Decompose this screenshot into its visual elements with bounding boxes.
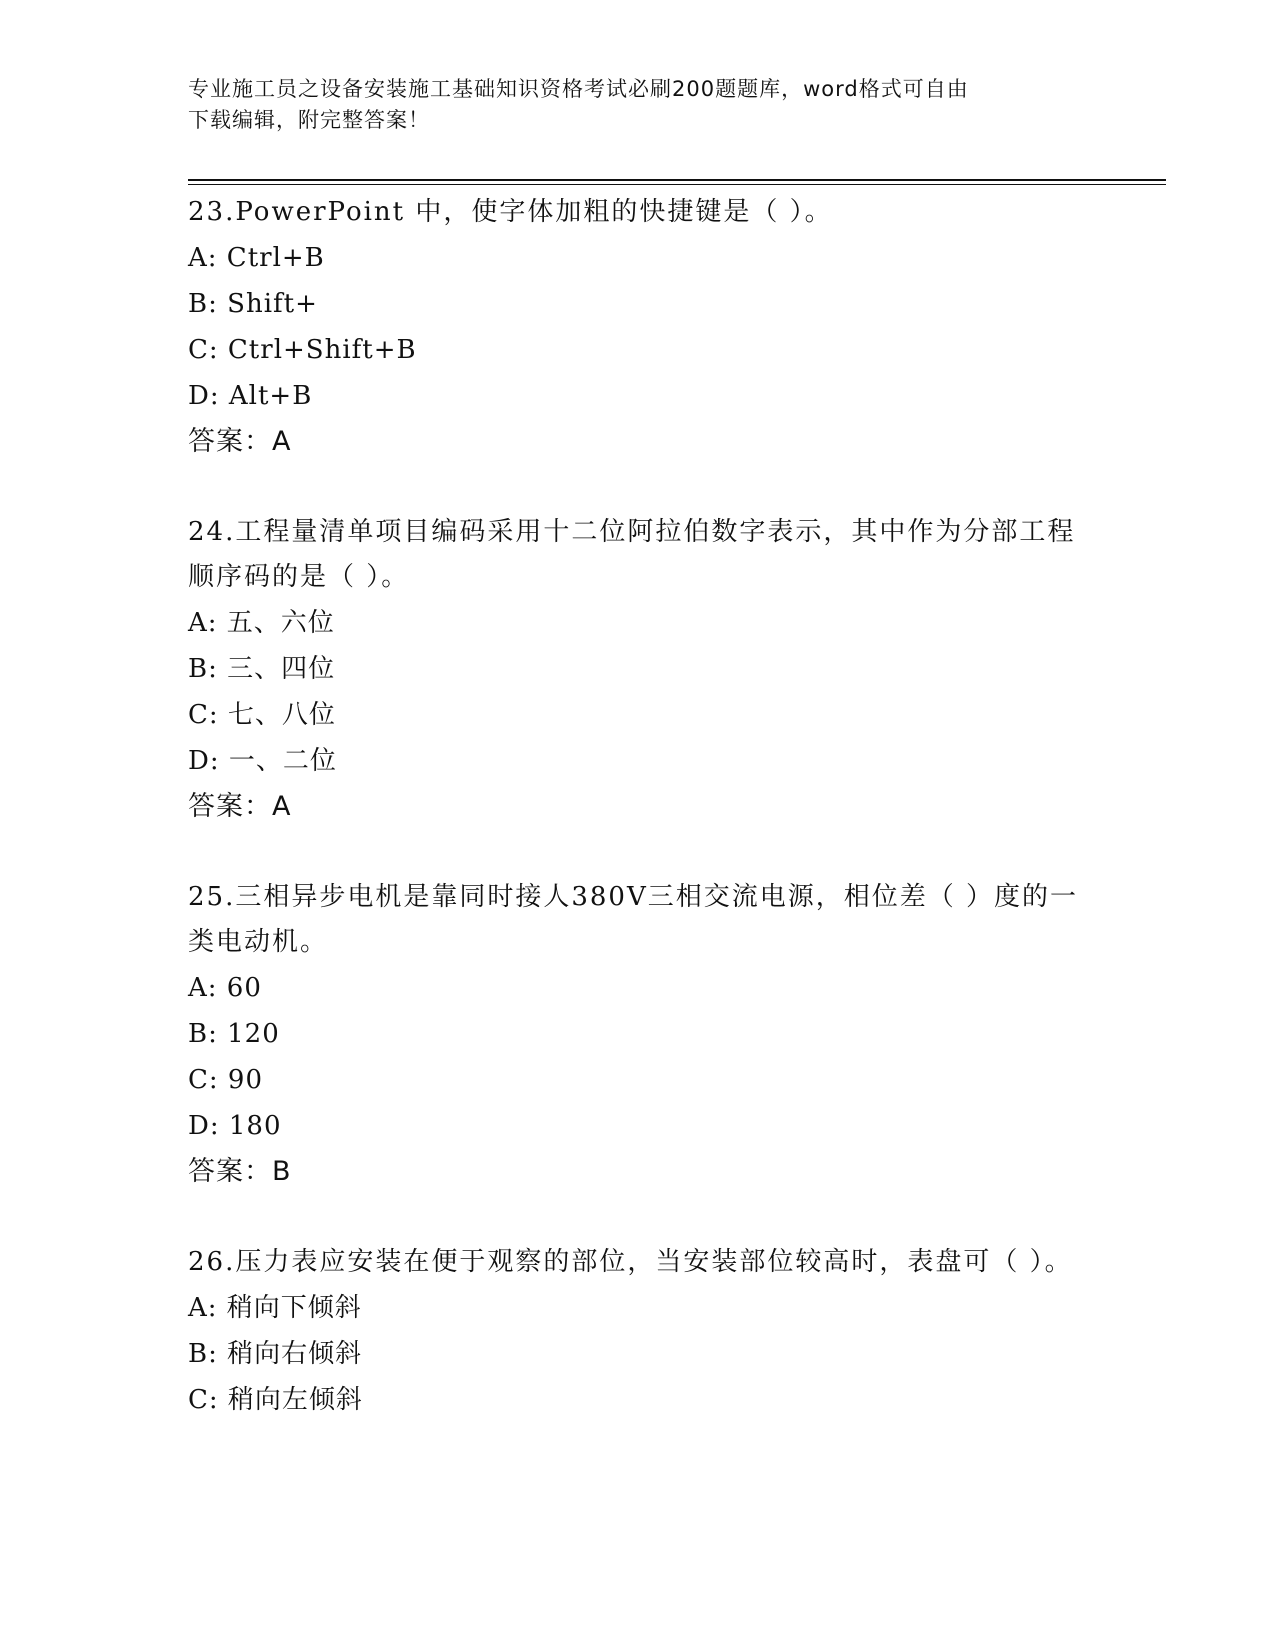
- question-24: [188, 510, 1088, 830]
- option-c: C: 七、八位: [188, 700, 336, 730]
- option-a: A: 60: [188, 973, 262, 1003]
- answer: 答案：B: [188, 1156, 292, 1187]
- option-b: B: 120: [188, 1019, 280, 1049]
- document-header: [188, 74, 1088, 136]
- option-a: A: Ctrl+B: [188, 243, 325, 273]
- header-line-2: 下载编辑，附完整答案！: [188, 108, 430, 132]
- question-stem: 24.工程量清单项目编码采用十二位阿拉伯数字表示，其中作为分部工程顺序码的是（ ）。: [188, 517, 1076, 592]
- question-spacer: [188, 1195, 1088, 1240]
- option-a: A: 稍向下倾斜: [188, 1293, 362, 1323]
- option-c: C: 90: [188, 1065, 264, 1095]
- option-c: C: Ctrl+Shift+B: [188, 335, 417, 365]
- question-25: [188, 875, 1088, 1195]
- header-line-1: 专业施工员之设备安装施工基础知识资格考试必刷200题题库，word格式可自由: [188, 77, 969, 101]
- answer: 答案：A: [188, 426, 292, 457]
- option-a: A: 五、六位: [188, 608, 335, 638]
- header-rule-thin: [188, 184, 1166, 185]
- option-d: D: 180: [188, 1111, 282, 1141]
- answer: 答案：A: [188, 791, 292, 822]
- header-rule-thick: [188, 179, 1166, 181]
- option-d: D: 一、二位: [188, 746, 337, 776]
- question-26: [188, 1240, 1088, 1423]
- option-c: C: 稍向左倾斜: [188, 1385, 363, 1415]
- question-spacer: [188, 465, 1088, 510]
- option-b: B: 三、四位: [188, 654, 336, 684]
- option-b: B: Shift+: [188, 289, 318, 319]
- question-stem: 25.三相异步电机是靠同时接人380V三相交流电源，相位差（ ）度的一类电动机。: [188, 882, 1079, 957]
- question-stem: 26.压力表应安装在便于观察的部位，当安装部位较高时，表盘可（ ）。: [188, 1247, 1073, 1277]
- option-b: B: 稍向右倾斜: [188, 1339, 363, 1369]
- question-spacer: [188, 830, 1088, 875]
- question-23: [188, 190, 1088, 465]
- question-list: [188, 190, 1088, 1423]
- option-d: D: Alt+B: [188, 381, 313, 411]
- question-stem: 23.PowerPoint 中，使字体加粗的快捷键是（ ）。: [188, 197, 833, 227]
